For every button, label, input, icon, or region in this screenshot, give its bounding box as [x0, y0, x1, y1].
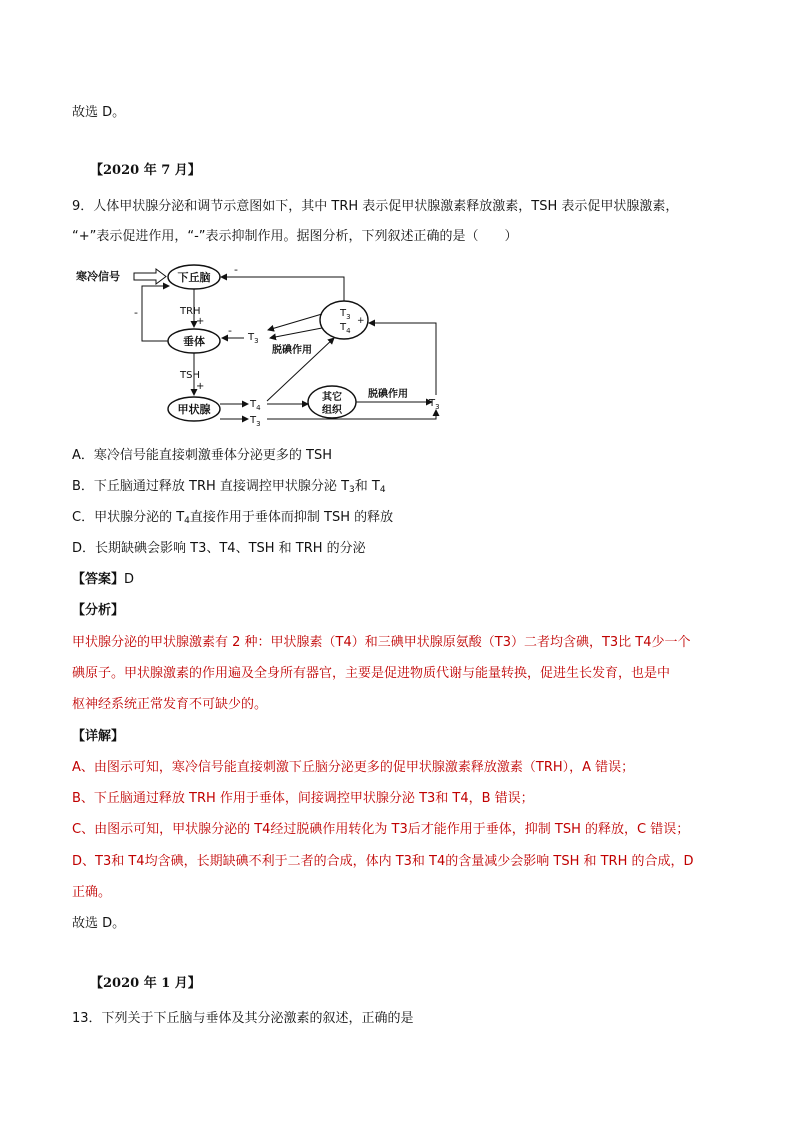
- analysis-label: 【分析】: [72, 603, 125, 618]
- thyroid-label: 甲状腺: [177, 403, 211, 416]
- deiodination-label-lower: 脱碘作用: [368, 389, 408, 400]
- top-conclusion: 故选 D。: [72, 105, 126, 120]
- analysis-line1: 甲状腺分泌的甲状腺激素有 2 种：甲状腺素（T4）和三碘甲状腺原氨酸（T3）二者均含碘，T3比 T4少一个: [72, 635, 691, 650]
- hypothalamus-node: [168, 265, 220, 289]
- option-a: A．寒冷信号能直接刺激垂体分泌更多的 TSH: [72, 448, 332, 463]
- section-heading-2020-01: 【2020 年 1 月】: [90, 976, 201, 991]
- answer-line: [72, 571, 134, 589]
- thyroid-t3-label: $T_3$: [250, 415, 261, 428]
- trh-label: TRH: [180, 306, 201, 317]
- tsh-label: TSH: [180, 370, 200, 381]
- other-tissues-label-line1: 其它: [322, 392, 342, 403]
- pituitary-t3-label: $T_3$: [248, 332, 259, 345]
- section-heading-2020-07: 【2020 年 7 月】: [90, 163, 201, 178]
- option-b: B．下丘脑通过释放 TRH 直接调控甲状腺分泌 $T_3$和 $T_4$: [72, 479, 386, 495]
- left-feedback-minus-sign: -: [134, 306, 138, 319]
- question-9-conclusion: 故选 D。: [72, 916, 126, 931]
- detail-a: A、由图示可知，寒冷信号能直接刺激下丘脑分泌更多的促甲状腺激素释放激素（TRH），A 错误；: [72, 760, 635, 775]
- detail-d-line2: 正确。: [72, 885, 112, 900]
- t3-pool-to-pituitary-arrow: [268, 314, 322, 330]
- right-t3-to-pool-arrow: [369, 323, 436, 395]
- pituitary-minus-sign: -: [228, 324, 232, 337]
- deiodination-label-upper: 脱碘作用: [272, 345, 312, 356]
- option-c: C．甲状腺分泌的 $T_4$直接作用于垂体而抑制 TSH 的释放: [72, 510, 394, 526]
- pituitary-to-hypothalamus-feedback: [142, 286, 169, 341]
- other-tissues-label-line2: 组织: [322, 405, 342, 416]
- tsh-plus-sign: +: [196, 381, 205, 392]
- detail-d-line1: D、T3和 T4均含碘，长期缺碘不利于二者的合成，体内 T3和 T4的含量减少会影响 TSH 和 TRH 的合成，D: [72, 854, 694, 869]
- top-feedback-minus-sign: -: [234, 263, 238, 276]
- pool-plus-sign: +: [357, 316, 365, 326]
- pituitary-node: [168, 329, 220, 353]
- cold-signal-label: 寒冷信号: [76, 270, 120, 283]
- cold-signal-hollow-arrow: [134, 269, 166, 284]
- thyroid-t4-label: $T_4$: [250, 399, 261, 412]
- answer-label: 【答案】: [72, 572, 125, 587]
- t3-t4-pool-node: [320, 301, 368, 339]
- thyroid-node: [168, 397, 220, 421]
- other-tissues-node: [308, 386, 356, 418]
- pool-t3-label: $T_3$: [340, 308, 351, 321]
- detail-c: C、由图示可知，甲状腺分泌的 T4经过脱碘作用转化为 T3后才能作用于垂体，抑制 TSH 的释放，C 错误；: [72, 822, 690, 837]
- question-9-stem-line2: “+”表示促进作用，“-”表示抑制作用。据图分析，下列叙述正确的是（ ）: [72, 229, 518, 244]
- trh-plus-sign: +: [196, 316, 205, 327]
- pituitary-label: 垂体: [183, 335, 205, 348]
- right-t3-label: $T_3$: [429, 398, 440, 411]
- detail-b: B、下丘脑通过释放 TRH 作用于垂体，间接调控甲状腺分泌 T3和 T4，B 错误；: [72, 791, 534, 806]
- t3-to-hypothalamus-inhibition: [221, 277, 344, 301]
- question-9-stem-line1: 9．人体甲状腺分泌和调节示意图如下，其中 TRH 表示促甲状腺激素释放激素，TSH 表示促甲状腺激素，: [72, 199, 679, 214]
- answer-value: D: [124, 572, 135, 587]
- pool-t4-label: $T_4$: [340, 322, 351, 335]
- detail-label: 【详解】: [72, 729, 125, 744]
- analysis-line2: 碘原子。甲状腺激素的作用遍及全身所有器官，主要是促进物质代谢与能量转换，促进生长发育，也是中: [72, 666, 671, 681]
- option-d: D．长期缺碘会影响 T3、T4、TSH 和 TRH 的分泌: [72, 541, 366, 556]
- hypothalamus-label: 下丘脑: [177, 271, 211, 284]
- analysis-line3: 枢神经系统正常发育不可缺少的。: [72, 697, 268, 712]
- thyroid-regulation-diagram: [72, 258, 452, 428]
- question-13-stem: 13．下列关于下丘脑与垂体及其分泌激素的叙述，正确的是: [72, 1011, 414, 1026]
- t4-deiodination-to-t3-arrow: [270, 328, 322, 338]
